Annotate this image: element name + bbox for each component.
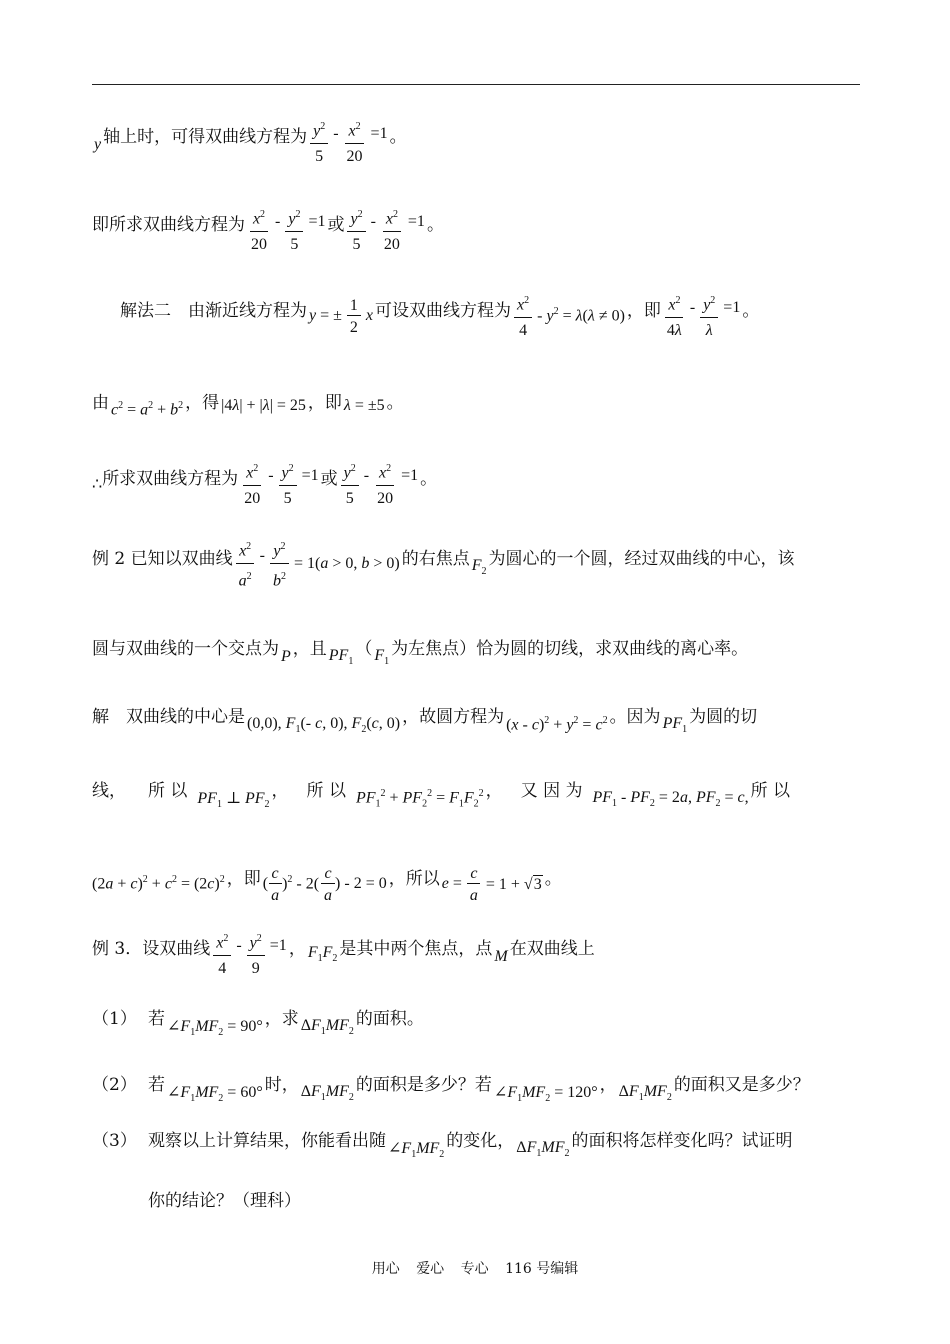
header-rule [92, 84, 860, 85]
line-question-2 [92, 1056, 810, 1108]
line-solve-lambda [92, 374, 404, 426]
text: ，故圆方程为 [402, 706, 505, 727]
math-minus: - [689, 299, 696, 316]
text: 解 双曲线的中心是 [92, 706, 245, 727]
text: ， [599, 1074, 617, 1095]
line-therefore [92, 450, 438, 507]
line-result-equation [92, 196, 444, 253]
line-solution [92, 688, 757, 740]
footer-text: 爱心 [416, 1261, 445, 1277]
text: ， [271, 780, 289, 801]
text: 。 [389, 126, 407, 147]
math-equals: =1 [308, 213, 326, 230]
page-footer [0, 1258, 950, 1278]
text: ，求 [264, 1008, 299, 1029]
text: 的面积又是多少？ [673, 1074, 810, 1095]
text: 又 因 为 [520, 780, 583, 801]
text: 由 [92, 392, 109, 413]
text: 的面积将怎样变化吗？试证明 [571, 1130, 793, 1151]
fraction: $\frac{x^2}{20}$ [381, 205, 403, 254]
math-y: y [94, 136, 102, 153]
text: 若 [148, 1008, 165, 1029]
therefore-symbol: ∴ [92, 476, 103, 493]
text: 是其中两个焦点，点 [339, 938, 493, 959]
fraction: $\frac{x^2}{4\lambda}$ [664, 291, 685, 340]
text: 若 [148, 1074, 165, 1095]
text: 在双曲线上 [509, 938, 595, 959]
math-minus: - [259, 547, 265, 564]
text: （ [355, 638, 373, 659]
line-question-3 [92, 1112, 792, 1164]
math-expand: $(2a + c)^2 + c^2 = (2c)^2$ [92, 874, 225, 893]
math-angle-120: $\angle F_1MF_2 = 120^\circ$ [493, 1083, 598, 1105]
fraction: $\frac{x^2}{20}$ [248, 205, 270, 254]
text: 解法二 由渐近线方程为 [120, 300, 307, 321]
math-abs-sum: |4λ| + |λ| = 25 [221, 397, 306, 414]
math-equals: =1 [301, 467, 319, 484]
math-equals: =1 [723, 299, 741, 316]
fraction: $\frac{x^2}{4}$ [213, 929, 231, 978]
math-triangle: $\Delta F_1MF_2$ [516, 1138, 570, 1160]
footer-text: 专心 [460, 1261, 489, 1277]
text: 所求双曲线方程为 [102, 468, 239, 489]
text: 或 [320, 468, 338, 489]
text: 。因为 [609, 706, 661, 727]
text: 可设双曲线方程为 [375, 300, 512, 321]
math-equals: =1 [269, 937, 287, 954]
fraction: $\frac{y^2}{\lambda}$ [700, 291, 718, 340]
math-lambda-value: λ = ±5 [343, 397, 385, 414]
fraction: $\frac{c}{a}$ [321, 865, 335, 904]
text: 为圆心的一个圆，经过双曲线的中心，该 [488, 548, 795, 569]
text: 的变化， [446, 1130, 515, 1151]
math-angle: $\angle F_1MF_2$ [388, 1139, 445, 1161]
fraction: $\frac{x^2}{20}$ [374, 459, 396, 508]
math-pf1: $PF_1$ [662, 714, 688, 736]
text: 即所求双曲线方程为 [92, 214, 245, 235]
math-triangle: $\Delta F_1MF_2$ [618, 1082, 672, 1104]
fraction: $\frac{y^2}{5}$ [285, 205, 303, 254]
math-e: e = [441, 875, 462, 892]
math-centers: (0,0), $F_1(-$ c, 0), $F_2(c$, 0) [247, 714, 401, 736]
question-number: （1） [92, 1008, 137, 1029]
text: 例 3．设双曲线 [92, 938, 211, 959]
fraction: $\frac{x^2}{a^2}$ [236, 537, 255, 591]
math-circle: $(x - c)^2 + y^2 = c^2$ [506, 715, 608, 734]
fraction: $\frac{y^2}{5}$ [310, 117, 328, 166]
text: 的右焦点 [401, 548, 470, 569]
math-f1f2: $F_1F_2$ [307, 943, 338, 965]
line-question-1 [92, 990, 424, 1042]
math-equals: =1 [407, 213, 425, 230]
math-open-paren: ( [262, 875, 269, 892]
line-method-two [120, 282, 760, 339]
math-pythag: $PF_1^2 + PF_2^2 = F_1F_2^2$ [355, 788, 484, 810]
text: 或 [327, 214, 345, 235]
question-number: （3） [92, 1130, 137, 1151]
text: 所 以 [148, 780, 188, 801]
fraction: $\frac{y^2}{5}$ [341, 459, 359, 508]
line-example-2-cont [92, 620, 748, 672]
line-example-3 [92, 920, 595, 977]
text: 例 2 已知以双曲线 [92, 548, 233, 569]
math-angle-90: $\angle F_1MF_2 = 90^\circ$ [167, 1017, 263, 1039]
text: 为圆的切 [689, 706, 758, 727]
line-y-axis-equation [92, 108, 407, 165]
math-equals: =1 [401, 467, 419, 484]
text: 的面积。 [355, 1008, 424, 1029]
math-x: x [365, 307, 374, 324]
text: 线， [92, 780, 126, 801]
math-triangle: $\Delta F_1MF_2$ [300, 1016, 354, 1038]
fraction: $\frac{x^2}{20}$ [344, 117, 366, 166]
math-e-value: = 1 + √3 [485, 875, 542, 893]
math-pf1: $PF_1$ [328, 646, 354, 668]
math-f2: $F_2$ [471, 556, 487, 578]
text: 所 以 [306, 780, 346, 801]
line-eccentricity [92, 850, 562, 902]
text: 。 [742, 300, 760, 321]
math-minus: - [333, 125, 339, 142]
line-example-2 [92, 530, 795, 589]
math-p: P [281, 648, 291, 665]
text: 。 [544, 868, 562, 889]
question-number: （2） [92, 1074, 137, 1095]
fraction: $\frac{1}{2}$ [347, 297, 361, 336]
text: 圆与双曲线的一个交点为 [92, 638, 279, 659]
fraction: $\frac{x^2}{4}$ [514, 291, 532, 340]
text: 时， [264, 1074, 299, 1095]
math-quadratic-end: ) - 2 = 0 [335, 875, 387, 892]
math-asymptote: y = ± [309, 307, 342, 324]
math-triangle: $\Delta F_1MF_2$ [300, 1082, 354, 1104]
fraction: $\frac{y^2}{5}$ [347, 205, 365, 254]
math-c-squared: $c^2 = a^2 + b^2$ [111, 400, 184, 419]
fraction: $\frac{y^2}{9}$ [247, 929, 265, 978]
math-quadratic: )$^2$ - 2( [282, 874, 320, 893]
math-minus: - [363, 467, 370, 484]
text: 观察以上计算结果，你能看出随 [148, 1130, 386, 1151]
line-question-3-cont [148, 1172, 301, 1224]
text: 。 [386, 392, 404, 413]
text: ， [485, 780, 503, 801]
math-f1: $F_1$ [374, 646, 390, 668]
math-minus: - [236, 937, 242, 954]
math-condition: = 1(a > 0, b > 0) [293, 555, 400, 572]
text: ， [288, 938, 306, 959]
text: ，得 [185, 392, 220, 413]
footer-text: 116 号编辑 [505, 1261, 579, 1277]
text: 轴上时，可得双曲线方程为 [103, 126, 308, 147]
math-minus: - [370, 213, 376, 230]
text: 的面积是多少？若 [355, 1074, 492, 1095]
fraction: $\frac{c}{a}$ [268, 865, 282, 904]
text: 。 [426, 214, 444, 235]
text: ，即 [626, 300, 661, 321]
text: ，即 [307, 392, 342, 413]
fraction: $\frac{c}{a}$ [467, 865, 481, 904]
math-perp: $PF_1$ ⊥ $PF_2$ [197, 789, 270, 811]
text: ，即 [226, 868, 261, 889]
math-minus: - [268, 467, 274, 484]
text: ，所以 [388, 868, 440, 889]
text: 你的结论？（理科） [148, 1190, 301, 1211]
math-difference: $PF_1 - PF_2 = 2a$, $PF_2 = c$, [592, 788, 749, 810]
fraction: $\frac{y^2}{b^2}$ [270, 537, 289, 591]
math-lambda-eq: - $y^2 = \lambda(\lambda \ne 0)$ [537, 306, 625, 325]
math-equals: =1 [370, 125, 388, 142]
fraction: $\frac{x^2}{20}$ [241, 459, 263, 508]
fraction: $\frac{y^2}{5}$ [279, 459, 297, 508]
text: ，且 [292, 638, 327, 659]
math-m: M [494, 948, 508, 965]
text: 。 [420, 468, 438, 489]
math-angle-60: $\angle F_1MF_2 = 60^\circ$ [167, 1083, 263, 1105]
text: 为左焦点）恰为圆的切线，求双曲线的离心率。 [391, 638, 749, 659]
footer-text: 用心 [371, 1261, 400, 1277]
text: 所 以 [750, 780, 791, 801]
math-minus: - [275, 213, 281, 230]
line-solution-cont [92, 762, 790, 814]
